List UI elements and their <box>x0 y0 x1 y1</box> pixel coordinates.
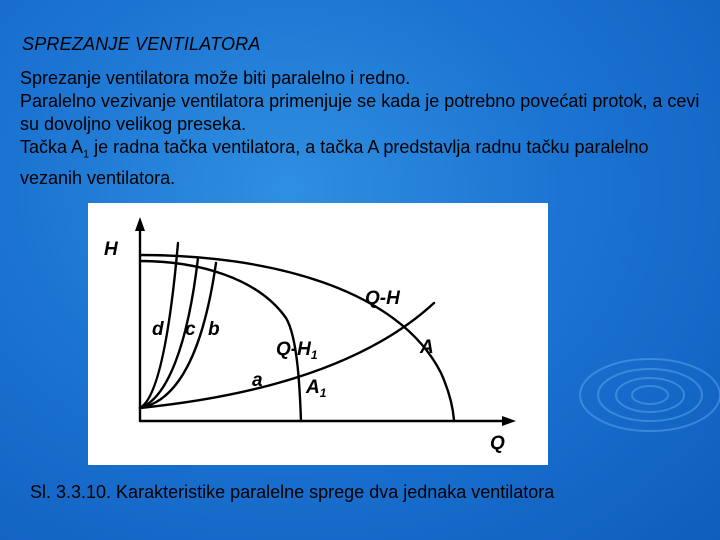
paragraph-1: Sprezanje ventilatora može biti paralelno i redno. <box>20 68 411 88</box>
curve-qh1-label-main: Q-H <box>276 339 311 360</box>
body-text <box>20 67 700 190</box>
point-a1-label <box>305 377 327 400</box>
curve-b-label: b <box>208 319 220 340</box>
slide-title: SPREZANJE VENTILATORA <box>22 34 261 54</box>
figure-caption: Sl. 3.3.10. Karakteristike paralelne sprege dva jednaka ventilatora <box>30 482 555 502</box>
point-a-label: A <box>420 337 434 358</box>
paragraph-3 <box>20 136 700 190</box>
paragraph-2: Paralelno vezivanje ventilatora primenjuje se kada je potrebno povećati protok, a cevi su dovoljno velikog preseka. <box>20 91 700 134</box>
curve-d-label: d <box>152 319 164 340</box>
fan-characteristics-diagram <box>88 203 548 465</box>
paragraph-3-subscript: 1 <box>83 148 90 161</box>
paragraph-3-part2: je radna tačka ventilatora, a tačka A predstavlja radnu tačku paralelno vezanih ventilatora. <box>20 137 649 188</box>
curve-qh-label: Q-H <box>365 288 400 309</box>
point-a1-label-main: A <box>306 377 320 398</box>
paragraph-3-part1: Tačka A <box>20 137 84 157</box>
h-axis-arrow <box>135 217 145 231</box>
curve-qh1-label <box>276 339 318 362</box>
q-axis-label: Q <box>490 433 505 454</box>
curve-c-label: c <box>185 319 196 340</box>
q-axis-arrow <box>502 416 516 426</box>
point-a1-label-sub: 1 <box>319 386 327 400</box>
fan-characteristics-figure <box>88 203 548 465</box>
curve-qh1-label-sub: 1 <box>310 348 318 362</box>
curve-a-label: a <box>252 370 263 391</box>
h-axis-label: H <box>104 239 118 260</box>
